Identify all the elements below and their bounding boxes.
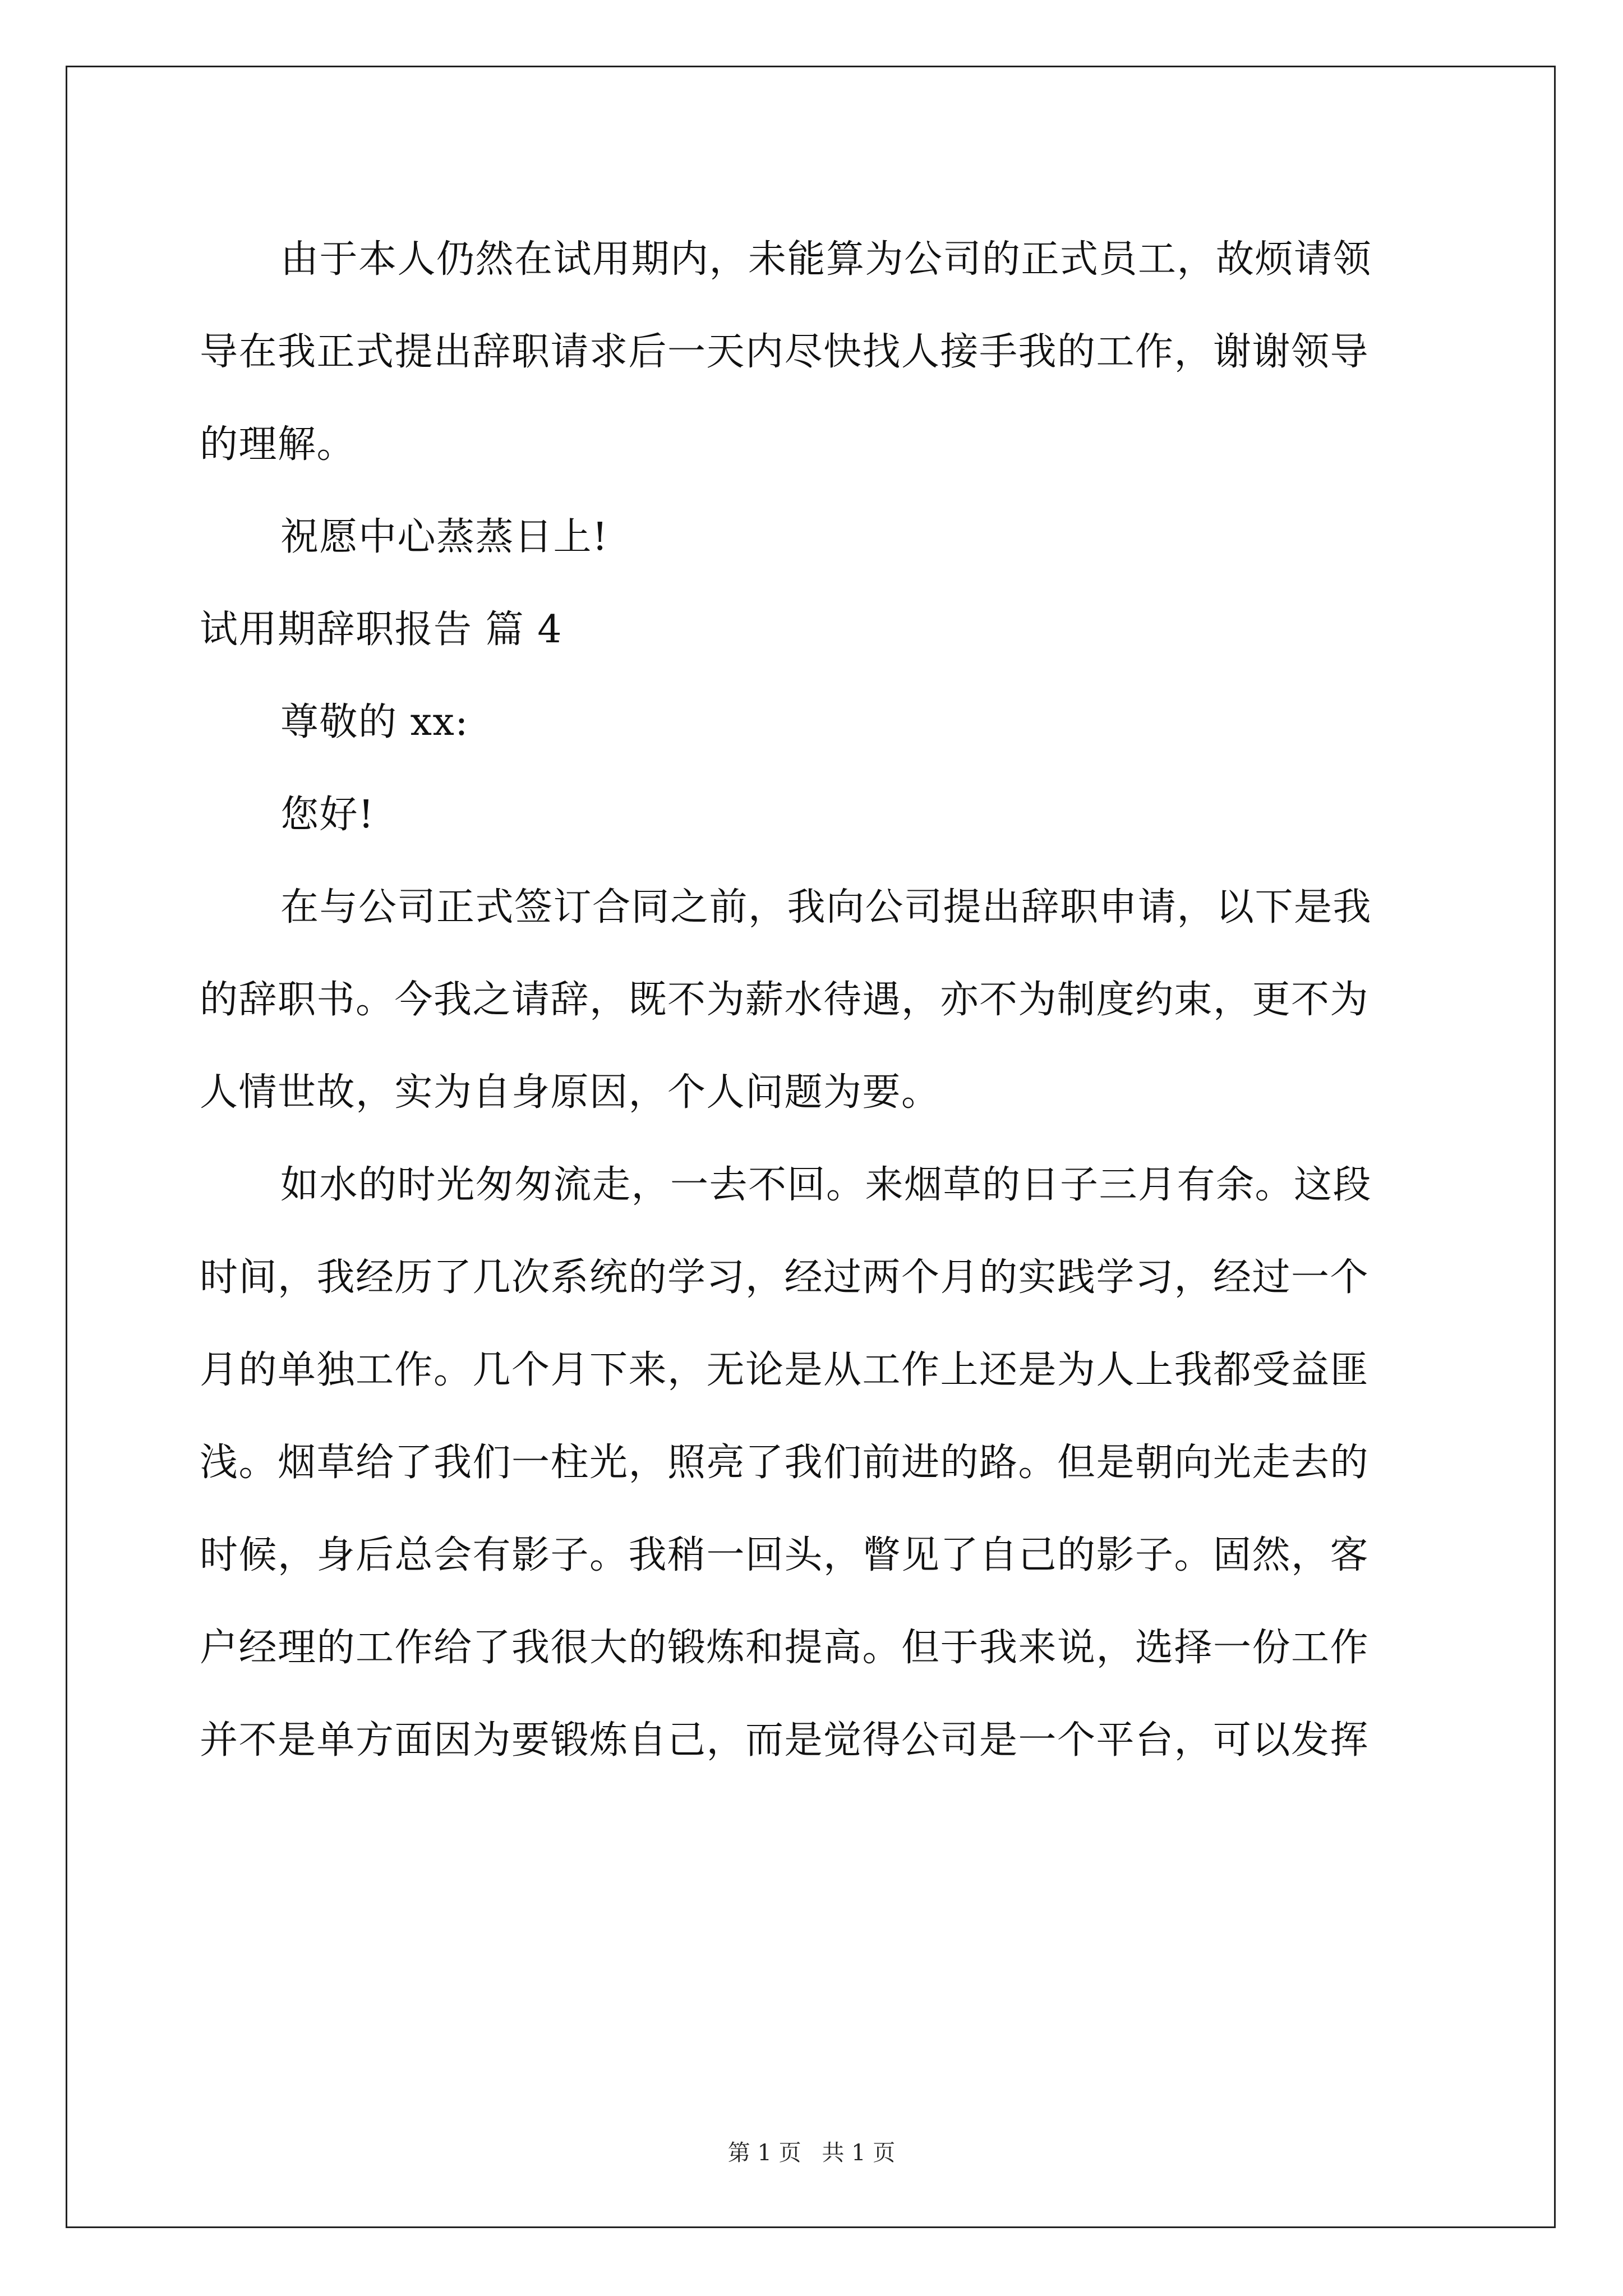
text-line: 时间，我经历了几次系统的学习，经过两个月的实践学习，经过一个 <box>200 1255 1370 1300</box>
text-line: 在与公司正式签订合同之前，我向公司提出辞职申请，以下是我 <box>280 885 1372 930</box>
document-body <box>200 213 1422 1787</box>
text-line: 户经理的工作给了我很大的锻炼和提高。但于我来说，选择一份工作 <box>200 1626 1370 1670</box>
salutation: 尊敬的 xx: <box>280 700 469 744</box>
text-line: 的理解。 <box>200 422 356 467</box>
text-line: 时候，身后总会有影子。我稍一回头，瞥见了自己的影子。固然，客 <box>200 1533 1370 1577</box>
text-line: 导在我正式提出辞职请求后一天内尽快找人接手我的工作，谢谢领导 <box>200 330 1370 374</box>
text-line: 的辞职书。今我之请辞，既不为薪水待遇，亦不为制度约束，更不为 <box>200 978 1370 1022</box>
text-line: 浅。烟草给了我们一柱光，照亮了我们前进的路。但是朝向光走去的 <box>200 1441 1370 1485</box>
text-line: 祝愿中心蒸蒸日上! <box>280 515 608 559</box>
page-number-total: 共 1 页 <box>822 2140 896 2166</box>
text-line: 如水的时光匆匆流走，一去不回。来烟草的日子三月有余。这段 <box>280 1163 1372 1207</box>
section-heading: 试用期辞职报告 篇 4 <box>200 608 562 652</box>
page-footer <box>0 2136 1623 2170</box>
text-line: 并不是单方面因为要锻炼自己，而是觉得公司是一个平台，可以发挥 <box>200 1718 1370 1763</box>
text-line: 由于本人仍然在试用期内，未能算为公司的正式员工，故烦请领 <box>280 237 1372 282</box>
greeting: 您好! <box>280 793 375 837</box>
page-number-current: 第 1 页 <box>727 2140 801 2166</box>
text-line: 月的单独工作。几个月下来，无论是从工作上还是为人上我都受益匪 <box>200 1348 1370 1392</box>
text-line: 人情世故，实为自身原因，个人问题为要。 <box>200 1070 940 1115</box>
